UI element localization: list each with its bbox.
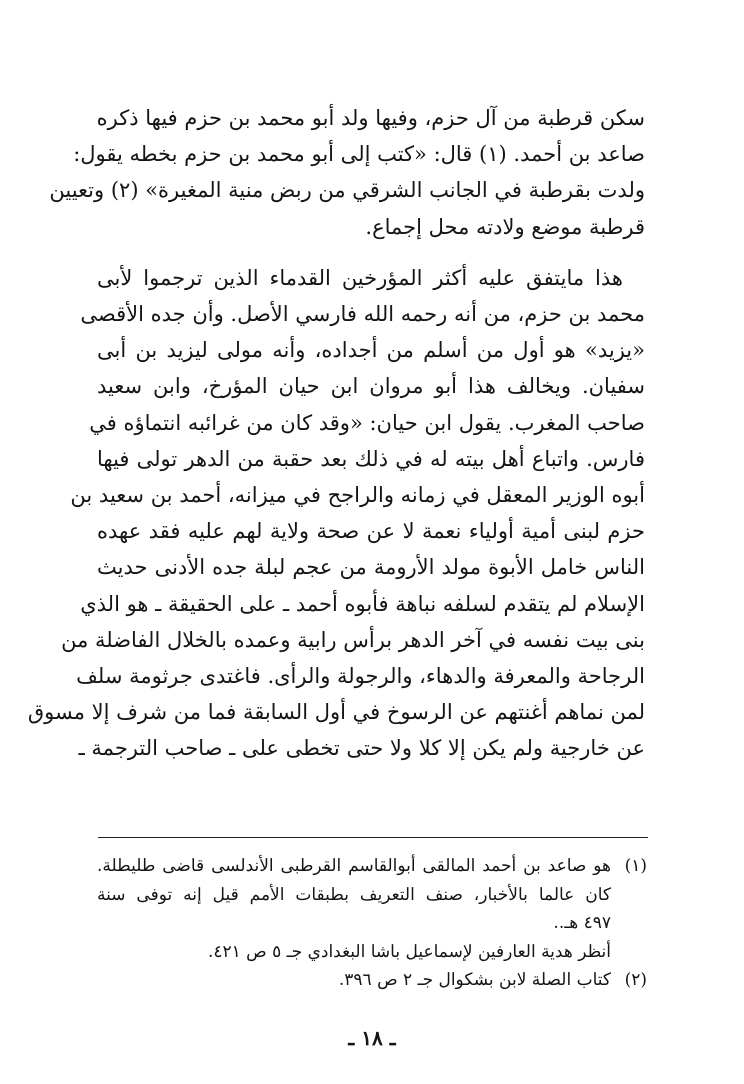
footnote-line: كان عالما بالأخبار، صنف التعريف بطبقات الأمم قيل إنه توفى سنة [97,884,611,905]
text-line: هذا مايتفق عليه أكثر المؤرخين القدماء الذين ترجموا لأبى [97,265,623,290]
main-text [27,100,645,767]
footnotes [97,852,647,995]
text-line: الإسلام لم يتقدم لسلفه نباهة فأبوه أحمد ـ على الحقيقة ـ هو الذي [80,591,645,616]
text-line: الناس خامل الأبوة مولد الأرومة من عجم لبلة جده الأدنى حديث [97,555,645,580]
footnote-text [97,852,611,966]
text-line: محمد بن حزم، من أنه رحمه الله فارسي الأصل. وأن جده الأقصى [80,302,645,327]
text-line: أبوه الوزير المعقل في زمانه والراجح في ميزانه، أحمد بن سعيد بن [70,483,645,508]
text-line: عن خارجية ولم يكن إلا كلا ولا حتى تخطى على ـ صاحب الترجمة ـ [78,736,645,761]
paragraph-1 [49,100,645,245]
text-line: الرجاحة والمعرفة والدهاء، والرجولة والرأى. فاغتدى جرثومة سلف [76,664,645,689]
footnote-number: (٢) [624,970,647,990]
text-line: لمن نماهم أغنتهم عن الرسوخ في أول السابقة فما من شرف إلا مسوق [27,700,645,725]
footnote-line: كتاب الصلة لابن بشكوال جـ ٢ ص ٣٩٦. [338,970,611,990]
paragraph-spacer [97,245,645,260]
footnote-2 [97,966,647,995]
text-line: قرطبة موضع ولادته محل إجماع. [365,214,645,239]
footnote-line: ٤٩٧ هـ.. [553,913,611,933]
text-line: سكن قرطبة من آل حزم، وفيها ولد أبو محمد بن حزم فيها ذكره [96,106,645,130]
footnote-1 [97,852,647,966]
text-line: فارس. واتباع أهل بيته له في ذلك بعد حقبة من الدهر تولى فيها [97,446,645,471]
footnote-separator [98,837,648,838]
text-line: ولدت بقرطبة في الجانب الشرقي من ربض منية المغيرة» (٢) وتعيين [49,178,645,203]
text-line: «يزيد» هو أول من أسلم من أجداده، وأنه مولى ليزيد بن أبى [97,338,645,363]
footnote-line: هو صاعد بن أحمد المالقى أبوالقاسم القرطبى الأندلسى قاضى طليطلة. [97,856,611,876]
page-number: ـ ١٨ ـ [348,1026,396,1050]
text-line: صاحب المغرب. يقول ابن حيان: «وقد كان من غرائبه انتماؤه في [89,410,645,435]
paragraph-2 [27,260,645,767]
footnote-text [97,966,611,995]
footnote-line: أنظر هدية العارفين لإسماعيل باشا البغدادي جـ ٥ ص ٤٢١. [207,941,611,962]
text-line: صاعد بن أحمد. (١) قال: «كتب إلى أبو محمد بن حزم بخطه يقول: [73,142,645,167]
footnote-number: (١) [624,856,647,876]
text-line: حزم لبنى أمية أولياء نعمة لا عن صحة ولاية لهم عليه فقد عهده [97,519,645,544]
text-line: سفيان. ويخالف هذا أبو مروان ابن حيان المؤرخ، وابن سعيد [97,374,645,399]
text-line: بنى بيت نفسه في آخر الدهر برأس رابية وعمده بالخلال الفاضلة من [61,627,645,652]
